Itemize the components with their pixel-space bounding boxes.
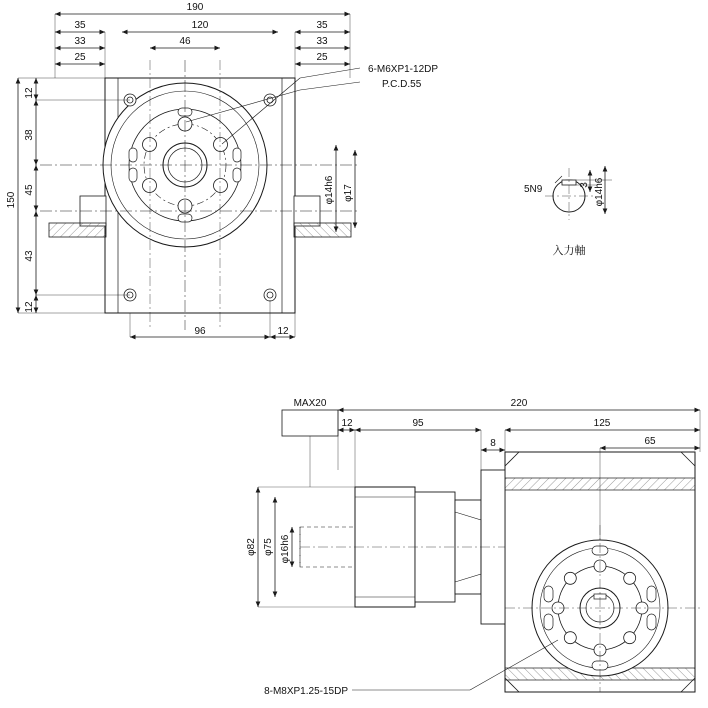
dim-h38: 38 (24, 129, 35, 141)
dim-dia-75: φ75 (263, 538, 274, 556)
dim-12-side: 12 (341, 418, 353, 429)
dim-pitch-46: 46 (179, 36, 191, 47)
dim-phi17: φ17 (343, 184, 354, 202)
dim-95: 95 (412, 418, 424, 429)
dim-b12: 12 (277, 326, 289, 337)
dim-left-35: 35 (74, 20, 86, 31)
dim-inner-width: 120 (191, 20, 209, 31)
dim-left-33: 33 (74, 36, 86, 47)
note-pcd: P.C.D.55 (382, 79, 422, 90)
dim-right-35: 35 (316, 20, 328, 31)
side-view-group (258, 410, 700, 692)
dim-left-25: 25 (74, 52, 86, 63)
dim-right-25: 25 (316, 52, 328, 63)
dim-h12-top: 12 (24, 87, 35, 99)
note-bolt-side: 8-M8XP1.25-15DP (264, 686, 348, 697)
label-dia-14h6: φ14h6 (594, 177, 605, 207)
label-dim-3: 3 (579, 182, 590, 188)
dim-overall-height: 150 (6, 191, 17, 209)
label-input-shaft-caption: 入力軸 (552, 244, 586, 257)
dim-h45: 45 (24, 184, 35, 196)
dim-max20: MAX20 (293, 398, 327, 409)
dim-125: 125 (593, 418, 611, 429)
dim-65: 65 (644, 436, 656, 447)
dim-phi14h6-front: φ14h6 (324, 175, 335, 205)
dim-dia-82: φ82 (246, 538, 257, 556)
note-bolt-front: 6-M6XP1-12DP (368, 64, 439, 75)
dim-b96: 96 (194, 326, 206, 337)
label-key-5n9: 5N9 (524, 184, 543, 195)
dim-right-33: 33 (316, 36, 328, 47)
dim-h12-bottom: 12 (24, 301, 35, 313)
front-view-group (18, 14, 360, 337)
dim-8: 8 (490, 438, 496, 449)
dim-dia-16h6: φ16h6 (280, 534, 291, 564)
dim-h43: 43 (24, 250, 35, 262)
dim-220: 220 (510, 398, 528, 409)
dim-overall-width: 190 (186, 2, 204, 13)
